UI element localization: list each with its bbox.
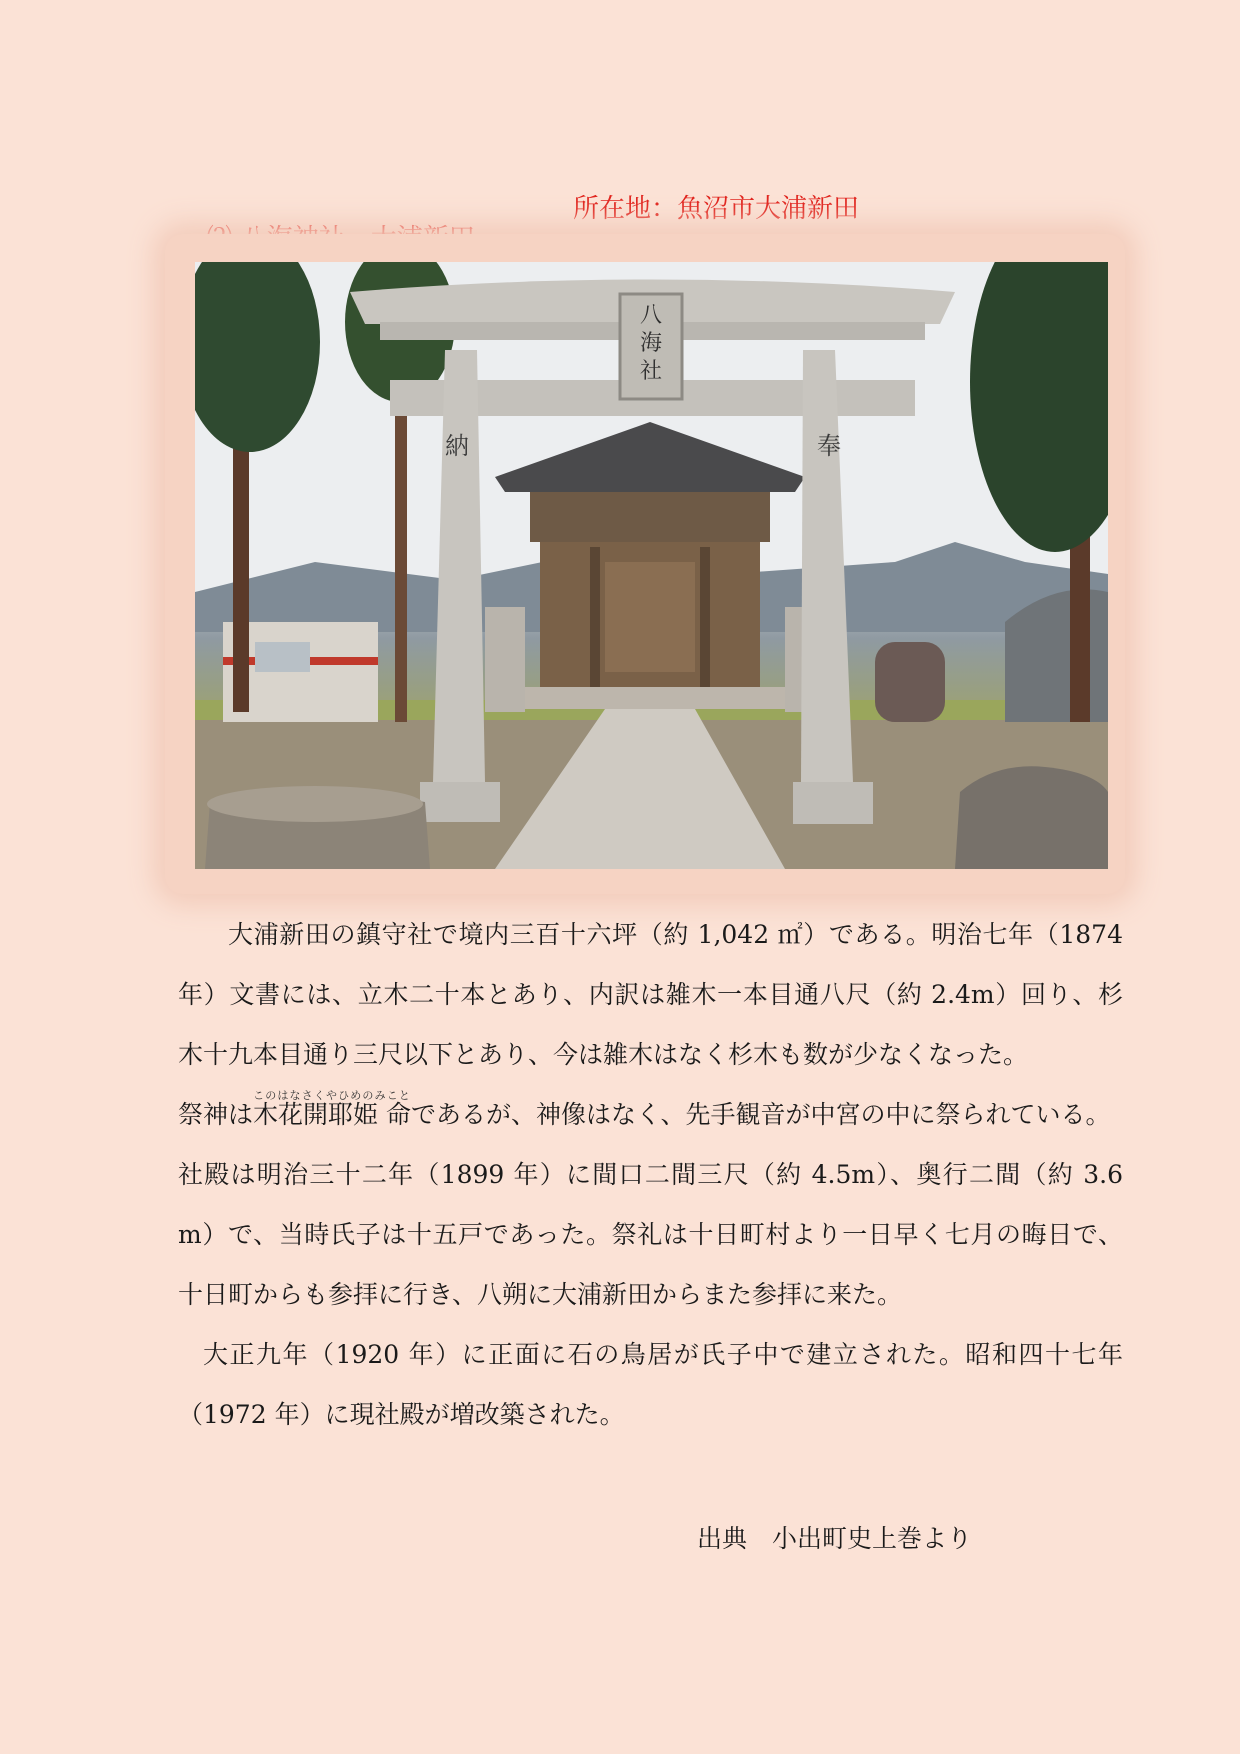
- paragraph-2: [178, 1085, 1123, 1145]
- torii-illustration: [195, 262, 1108, 869]
- shrine-photo: [195, 262, 1108, 869]
- deity-furigana: このはなさくやひめのみこと: [253, 1089, 411, 1102]
- paragraph-2-intro: 祭神は: [178, 1100, 254, 1129]
- article-body: [178, 905, 1123, 1445]
- plaque-char-3: 社: [639, 359, 663, 384]
- paragraph-4: 大正九年（1920 年）に正面に石の鳥居が氏子中で建立された。昭和四十七年（1972 年）に現社殿が増改築された。: [178, 1340, 1123, 1429]
- paragraph-3: 社殿は明治三十二年（1899 年）に間口二間三尺（約 4.5m）、奥行二間（約 3.6 m）で、当時氏子は十五戸であった。祭礼は十日町村より一日早く七月の晦日で、十日町からも参拝に行き、八朔に大浦新田からまた参拝に来た。: [178, 1160, 1123, 1309]
- plaque-char-1: 八: [639, 303, 663, 328]
- plaque-char-2: 海: [639, 331, 663, 356]
- pillar-left-inscription: 納: [445, 432, 469, 460]
- shrine-location: 所在地：魚沼市大浦新田: [573, 194, 860, 224]
- deity-kanji: 木花開耶姫 命: [253, 1100, 411, 1129]
- source-citation: 出典 小出町史上巻より: [697, 1524, 973, 1553]
- deity-name: [253, 1089, 411, 1129]
- pillar-right-inscription: 奉: [817, 432, 841, 460]
- paragraph-1: 大浦新田の鎮守社で境内三百十六坪（約 1,042 ㎡）である。明治七年（1874 年）文書には、立木二十本とあり、内訳は雑木一本目通八尺（約 2.4m）回り、杉木十九本目通り三尺以下とあり、今は雑木はなく杉木も数が少なくなった。: [178, 920, 1123, 1069]
- paragraph-2-rest: であるが、神像はなく、先手観音が中宮の中に祭られている。: [410, 1100, 1111, 1129]
